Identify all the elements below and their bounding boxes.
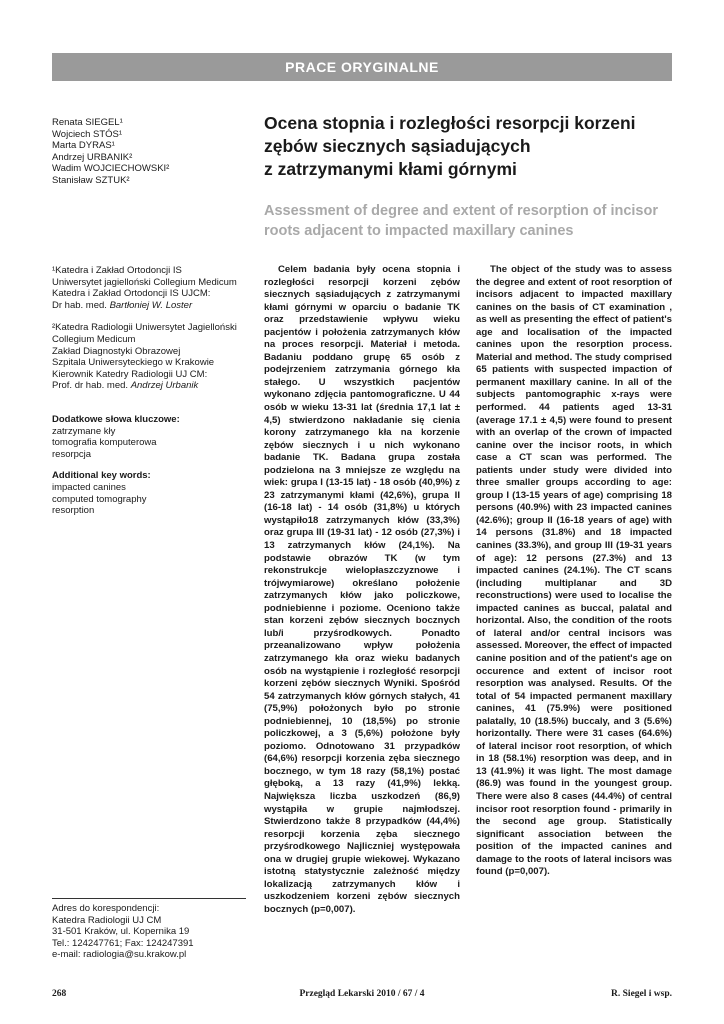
section-banner: PRACE ORYGINALNE: [52, 53, 672, 81]
affiliation-line: Collegium Medicum: [52, 333, 136, 345]
author: Wadim WOJCIECHOWSKI²: [52, 163, 170, 175]
author: Wojciech STÓS¹: [52, 128, 123, 140]
author-list: [52, 117, 248, 187]
head-name: Andrzej Urbanik: [130, 380, 199, 392]
keywords-en-title: Additional key words:: [52, 470, 151, 482]
author: Andrzej URBANIK²: [52, 151, 133, 163]
keyword: resorption: [52, 505, 95, 517]
title-line: zębów siecznych sąsiadujących: [264, 136, 531, 156]
abstract-pl: Celem badania były ocena stopnia i rozległości resorpcji korzeni zębów siecznych sąsiadujących z zatrzymanymi kłami górnymi w oparciu o badanie TK oraz przedstawienie wpływu wieku pacjentów i położenia zatrzymanych kłów na proces resorpcji. Materiał i metoda. Badaniu poddano grupę 65 osób z podejrzeniem zatrzymania górnego kła stałego. U wszystkich pacjentów wykonano zdjęcia pantomograficzne. U 44 osób w wieku 13-31 lat (średnia 17,1 lat ± 4,5) stwierdzono nakładanie się cienia korony zatrzymanego kła na korzenie zębów siecznych i u nich wykonano badanie TK. Badana grupa została podzielona na 3 mniejsze ze względu na wiek: grupa I (13-15 lat) - 18 osób (40,9%) z 23 zatrzymanymi kłami (42,6%), grupa II (16-18 lat) - 14 osób (31,8%) u których wystąpiło18 zatrzymanych kłów (33,3%) oraz grupa III (19-31 lat) - 12 osób (27,3%) i 13 zatrzymanych kłów (24,1%). Na podstawie obrazów TK (w tym rekonstrukcje wielopłaszczyznowe i trójwymiarowe) określano położenie zatrzymanych kłów jako policzkowe, podniebienne i poziome. Oceniono także stan korzeni zębów siecznych bocznych lub/i przyśrodkowych. Ponadto przeanalizowano wpływ położenia zatrzymanego kła oraz wieku badanych osób na wystąpienie i rozległość resorpcji korzeni zębów siecznych Wyniki. Spośród 54 zatrzymanych kłów górnych stałych, 41 (75,9%) położonych było po stronie podniebiennej, 10 (18,5%) po stronie policzkowej, a 3 (5,6%) położone były poziomo. Odnotowano 31 przypadków (64,6%) resorpcji korzenia zęba siecznego bocznego, w tym 18 razy (58,1%) postać głęboką, a 13 razy (41,9%) lekką. Największa liczba uszkodzeń (86,9) wystąpiła w grupie najmłodszej. Stwierdzono także 8 przypadków (44,4%) resorpcji korzenia zęba siecznego przyśrodkowego Najliczniej występowała ona w drugiej grupie wiekowej. Wykazano istotną statystycznie zależność między lokalizacją zatrzymanych kłów i uszkodzeniem korzeni zębów siecznych bocznych (p=0,007).: [264, 264, 460, 915]
contact-line: 31-501 Kraków, ul. Kopernika 19: [52, 926, 190, 938]
keywords-pl-title: Dodatkowe słowa kluczowe:: [52, 414, 180, 425]
affiliation-line: Uniwersytet jagielloński Collegium Medicum: [52, 276, 237, 288]
contact-divider: [52, 898, 246, 899]
keyword: resorpcja: [52, 448, 92, 460]
affiliation-line: Szpitala Uniwersyteckiego w Krakowie: [52, 357, 215, 369]
head-name: Bartłoniej W. Loster: [109, 299, 193, 311]
contact-line: Adres do korespondencji:: [52, 903, 160, 914]
keywords: [52, 414, 248, 527]
title-line: roots adjacent to impacted maxillary canines: [264, 223, 574, 239]
contact-line: Katedra Radiologii UJ CM: [52, 914, 162, 926]
title-line: Assessment of degree and extent of resorption of incisor: [264, 203, 658, 219]
page-number: 268: [52, 989, 67, 999]
affiliation-line: ²Katedra Radiologii Uniwersytet Jagielloński: [52, 322, 237, 334]
contact-line: Tel.: 124247761; Fax: 124247391: [52, 937, 194, 949]
contact-email: e-mail: radiologia@su.krakow.pl: [52, 949, 187, 961]
keyword: impacted canines: [52, 481, 126, 493]
affiliation-head: [52, 380, 248, 392]
affiliation-line: ¹Katedra i Zakład Ortodoncji IS: [52, 265, 182, 276]
keyword: computed tomography: [52, 493, 147, 505]
keywords-pl: [52, 414, 248, 460]
head-title: Dr hab. med.: [52, 299, 110, 311]
affiliations: [52, 265, 248, 403]
keyword: tomografia komputerowa: [52, 437, 157, 449]
author: Marta DYRAS¹: [52, 140, 115, 152]
affiliation-head: [52, 300, 248, 312]
title-line: Ocena stopnia i rozległości resorpcji korzeni: [264, 113, 636, 133]
title-line: z zatrzymanymi kłami górnymi: [264, 159, 517, 179]
head-title: Prof. dr hab. med.: [52, 380, 131, 392]
author: Stanisław SZTUK²: [52, 174, 130, 186]
keyword: zatrzymane kły: [52, 425, 116, 437]
article-title-en: [264, 201, 679, 241]
author: Renata SIEGEL¹: [52, 117, 123, 128]
abstract-en: The object of the study was to assess the degree and extent of root resorption of incisors adjacent to impacted maxillary canines on the basis of CT examination , as well as presenting the effect of patient's age and localisation of the impacted canines upon the resorption process. Material and method. The study comprised 65 patients with suspected impaction of permanent maxillary canine. In all of the subjects pantomographic x-rays were performed. 44 patients aged 13-31 (average 17.1 ± 4,5) were found to present with an overlap of the crown of impacted canine over the incisor roots, in which case a CT scan was performed. The patients under study were divided into three smaller groups according to age: group I (13-15 years of age) comprising 18 persons (40.9%) with 23 impacted canines (42.6%); group II (16-18 years of age) with 14 persons (31.8%) and 18 impacted canines (33.3%), and group III (19-31 years of age): 12 persons (27.3%) and 13 impacted canines (24.1%). The CT scans (including multiplanar and 3D reconstructions) were used to localise the impacted canines as buccal, palatal and horizontal. Also, the condition of the roots of lateral and/or central incisors was assessed. Moreover, the effect of impacted canine position and of the patient's age on occurence and extent of incisor root resorption was analysed. Results. Of the total of 54 impacted permanent maxillary canines, 41 (75.9%) were positioned palatally, 10 (18.5%) buccaly, and 3 (5.6%) horizontally. There were 31 cases (64.6%) of lateral incisor root resorption, of which in 18 (58.1%) resorption was deep, and in 13 (41.9%) it was light. The most damage (86.9) was found in the youngest group. There were also 8 cases (44.4%) of central incisor root resorption found - primarily in the second age group. Statistically significant association between the position of the impacted canines and damage to the roots of lateral incisors was found (p=0,007).: [476, 264, 672, 878]
article-title-pl: [264, 112, 679, 181]
affiliation-line: Zakład Diagnostyki Obrazowej: [52, 345, 181, 357]
affiliation-2: [52, 322, 248, 392]
correspondence-address: [52, 903, 248, 961]
affiliation-line: Kierownik Katedry Radiologii UJ CM:: [52, 368, 208, 380]
running-author: R. Siegel i wsp.: [611, 989, 672, 999]
affiliation-line: Katedra i Zakład Ortodoncji IS UJCM:: [52, 288, 211, 300]
keywords-en: [52, 470, 248, 516]
affiliation-1: [52, 265, 248, 311]
journal-citation: Przegląd Lekarski 2010 / 67 / 4: [299, 989, 425, 999]
